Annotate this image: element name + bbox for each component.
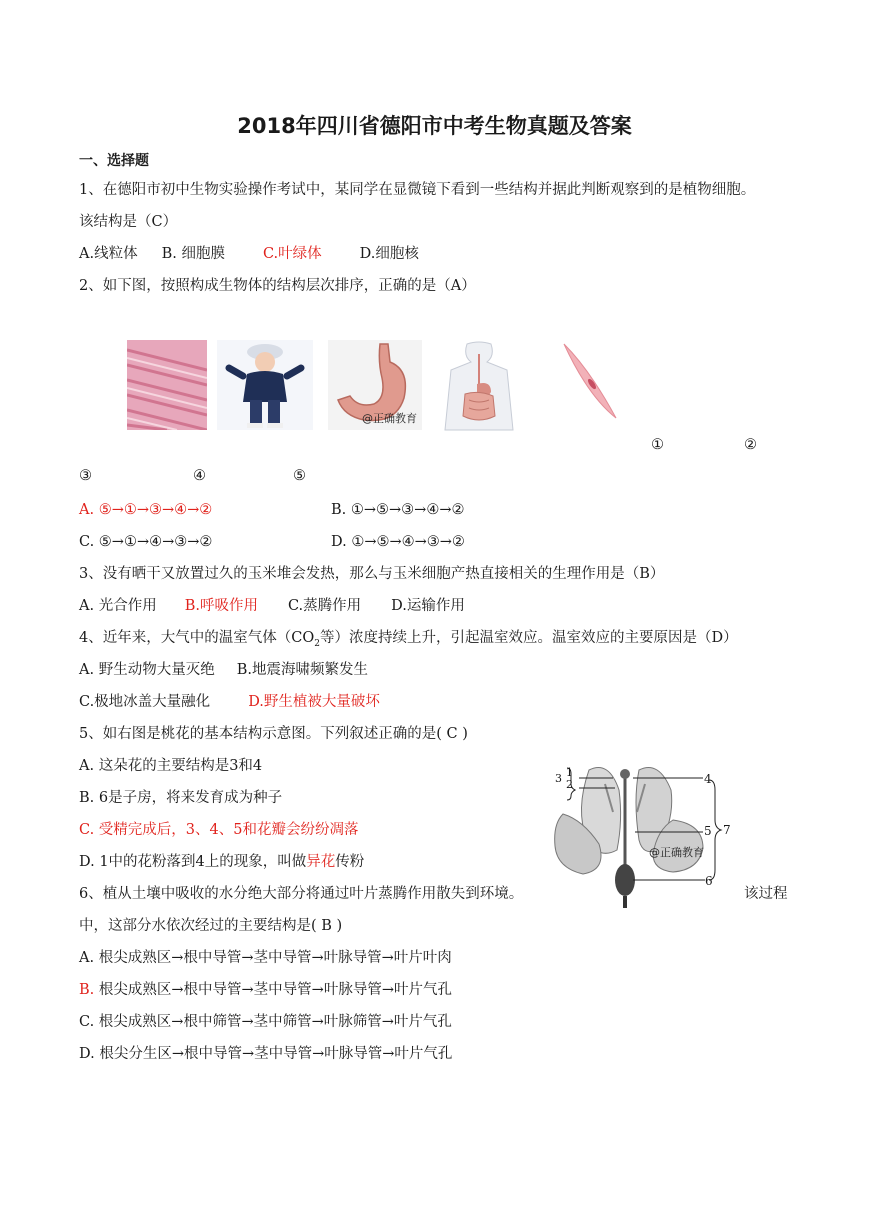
section-heading: 一、选择题 — [79, 153, 149, 169]
q2-label-3: ③ — [79, 468, 92, 484]
q1-stem-line1: 1、在德阳市初中生物实验操作考试中，某同学在显微镜下看到一些结构并据此判断观察到的是植物细胞。 — [79, 182, 756, 198]
q1-options — [79, 244, 419, 264]
q2-option-b: B. ①→⑤→③→④→② — [331, 502, 465, 518]
q2-label-1: ① — [651, 437, 664, 453]
q5-option-a: A. 这朵花的主要结构是3和4 — [79, 758, 263, 774]
q1-option-a: A.线粒体 — [79, 246, 138, 262]
q2-label-2: ② — [744, 437, 757, 453]
q3-options — [79, 596, 465, 616]
q2-label-4: ④ — [193, 468, 206, 484]
q4-stem-pre: 4、近年来，大气中的温室气体（CO — [79, 630, 315, 646]
flower-label-5: 5 — [704, 824, 712, 838]
flower-label-4: 4 — [704, 772, 712, 786]
q4-option-c: C.极地冰盖大量融化 — [79, 694, 211, 710]
peach-flower-diagram — [553, 760, 743, 908]
q4-stem-post: 等）浓度持续上升，引起温室效应。温室效应的主要原因是（D） — [319, 630, 738, 646]
q2-watermark: @正确教育 — [362, 412, 417, 425]
child-image — [217, 340, 313, 430]
q6-stem-line2: 中，这部分水依次经过的主要结构是( B ) — [79, 918, 343, 934]
q2-stem: 2、如下图，按照构成生物体的结构层次排序，正确的是（A） — [79, 278, 476, 294]
q5-option-b: B. 6是子房，将来发育成为种子 — [79, 790, 283, 806]
q6-stem-right: 该过程 — [744, 886, 788, 902]
q1-option-c: C.叶绿体 — [262, 246, 322, 262]
q2-option-c: C. ⑤→①→④→③→② — [79, 534, 213, 550]
q2-option-a: A. ⑤→①→③→④→② — [79, 502, 213, 518]
flower-label-6: 6 — [705, 874, 713, 888]
q4-stem — [79, 628, 738, 654]
q6-option-a: A. 根尖成熟区→根中导管→茎中导管→叶脉导管→叶片叶肉 — [79, 950, 452, 966]
q4-option-d: D.野生植被大量破坏 — [248, 694, 380, 710]
q6-option-b-letter: B. — [79, 982, 95, 998]
q3-option-c: C.蒸腾作用 — [287, 598, 362, 614]
q5-option-c: C. 受精完成后，3、4、5和花瓣会纷纷凋落 — [79, 822, 359, 838]
flower-label-2: 2 — [566, 778, 573, 791]
q4-stem-sub: 2 — [314, 638, 320, 649]
q4-option-b: B.地震海啸频繁发生 — [236, 662, 368, 678]
q3-option-b: B.呼吸作用 — [184, 598, 258, 614]
q4-options-row2 — [79, 692, 380, 712]
q4-options-row1 — [79, 660, 368, 680]
q5-option-d-post: 传粉 — [335, 854, 365, 870]
muscle-tissue-image — [127, 340, 207, 430]
q6-option-d: D. 根尖分生区→根中导管→茎中导管→叶脉导管→叶片气孔 — [79, 1046, 453, 1062]
q6-option-c: C. 根尖成熟区→根中筛管→茎中筛管→叶脉筛管→叶片气孔 — [79, 1014, 452, 1030]
q3-stem: 3、没有晒干又放置过久的玉米堆会发热，那么与玉米细胞产热直接相关的生理作用是（B） — [79, 566, 665, 582]
flower-label-1: 1 — [566, 766, 573, 779]
stomach-image — [328, 340, 422, 430]
q1-stem-line2: 该结构是（C） — [79, 214, 178, 230]
q5-option-d — [79, 852, 364, 872]
q5-option-d-pre: D. 1中的花粉落到4上的现象，叫做 — [79, 854, 307, 870]
q5-watermark: @正确教育 — [649, 846, 704, 859]
flower-label-7: 7 — [723, 823, 731, 837]
q5-option-d-highlight: 异花 — [306, 854, 336, 870]
muscle-cell-image — [560, 340, 620, 422]
q2-label-5: ⑤ — [293, 468, 306, 484]
q6-stem-left: 6、植从土壤中吸收的水分绝大部分将通过叶片蒸腾作用散失到环境。 — [79, 886, 524, 902]
q2-option-d: D. ①→⑤→④→③→② — [331, 534, 465, 550]
flower-label-3: 3 — [555, 772, 562, 785]
q5-stem: 5、如右图是桃花的基本结构示意图。下列叙述正确的是( C ) — [79, 726, 468, 742]
q3-option-a: A. 光合作用 — [79, 598, 157, 614]
q6-option-b-text: 根尖成熟区→根中导管→茎中导管→叶脉导管→叶片气孔 — [94, 982, 452, 998]
q1-option-b: B. 细胞膜 — [161, 246, 225, 262]
page-title: 2018年四川省德阳市中考生物真题及答案 — [237, 114, 632, 138]
q4-option-a: A. 野生动物大量灭绝 — [79, 662, 215, 678]
q6-option-b — [79, 980, 452, 1000]
q1-option-d: D.细胞核 — [359, 246, 419, 262]
digestive-system-image — [437, 340, 521, 432]
q3-option-d: D.运输作用 — [391, 598, 465, 614]
